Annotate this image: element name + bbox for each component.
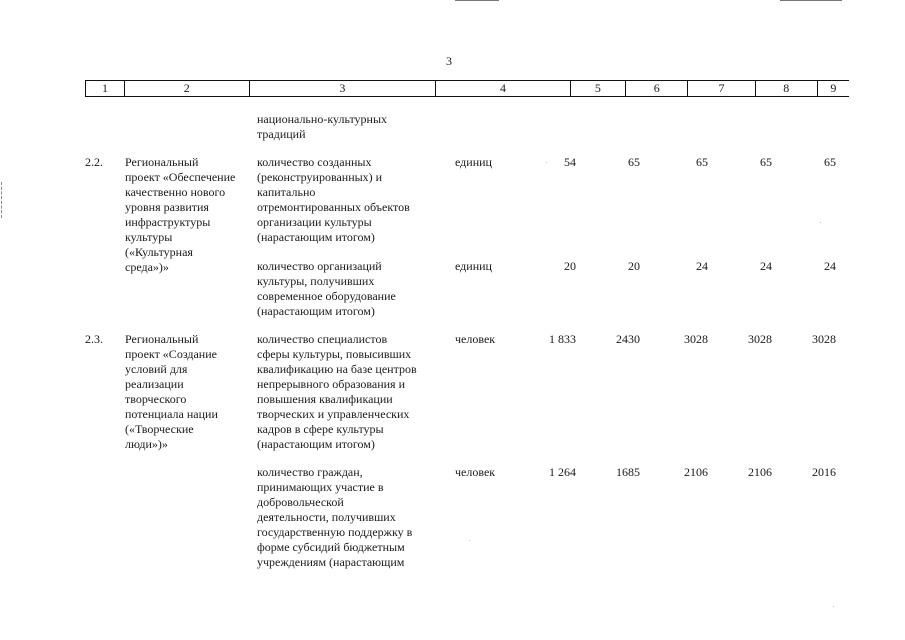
scan-speck bbox=[546, 162, 547, 163]
indicator-name: количество организаций культуры, получивших современное оборудование (нарастающим итогом) bbox=[257, 259, 396, 318]
row-number: 2.2. bbox=[85, 155, 103, 169]
value-col-9: 2016 bbox=[812, 465, 836, 479]
row-number: 2.3. bbox=[85, 332, 103, 346]
indicator-unit: человек bbox=[455, 465, 496, 479]
header-col-8: 8 bbox=[756, 81, 818, 96]
header-col-5: 5 bbox=[571, 81, 626, 96]
project-name: Региональный проект «Обеспечение качественно нового уровня развития инфраструктуры культуры («Культурная среда»)» bbox=[125, 155, 236, 274]
indicator-unit: единиц bbox=[455, 155, 492, 169]
value-col-9: 3028 bbox=[812, 332, 836, 346]
value-col-6: 1685 bbox=[616, 465, 640, 479]
value-col-5: 1 833 bbox=[549, 332, 576, 346]
scan-speck bbox=[469, 540, 470, 541]
value-col-9: 24 bbox=[824, 259, 836, 273]
header-col-3: 3 bbox=[250, 81, 437, 96]
value-col-6: 20 bbox=[628, 259, 640, 273]
value-col-7: 2106 bbox=[684, 465, 708, 479]
page-number: 3 bbox=[446, 54, 452, 68]
value-col-9: 65 bbox=[824, 155, 836, 169]
value-col-8: 24 bbox=[760, 259, 772, 273]
indicator-name-continuation: национально-культурных традиций bbox=[257, 112, 388, 141]
header-col-1: 1 bbox=[86, 81, 125, 96]
scan-speck bbox=[833, 606, 834, 607]
value-col-7: 65 bbox=[696, 155, 708, 169]
scan-speck bbox=[820, 222, 821, 223]
project-name: Региональный проект «Создание условий для реализации творческого потенциала нации («Творческие люди»)» bbox=[125, 332, 218, 451]
value-col-6: 65 bbox=[628, 155, 640, 169]
indicator-name: количество специалистов сферы культуры, повысивших квалификацию на базе центров непрерывного образования и повышения квалификации творческих и управленческих кадров в сфере культуры (нарастающим итогом) bbox=[257, 332, 417, 451]
value-col-5: 1 264 bbox=[549, 465, 576, 479]
value-col-8: 3028 bbox=[748, 332, 772, 346]
header-col-6: 6 bbox=[626, 81, 688, 96]
indicator-unit: единиц bbox=[455, 259, 492, 273]
scan-margin-marks bbox=[1, 182, 4, 218]
header-col-4: 4 bbox=[436, 81, 570, 96]
scan-edge-line bbox=[780, 0, 842, 1]
indicator-name: количество граждан, принимающих участие в добровольческой деятельности, получивших государственную поддержку в форме субсидий бюджетным учреждениям (нарастающим bbox=[257, 465, 413, 569]
indicator-name: количество созданных (реконструированных) и капитально отремонтированных объектов организации культуры (нарастающим итогом) bbox=[257, 155, 410, 244]
value-col-6: 2430 bbox=[616, 332, 640, 346]
table-header-row bbox=[85, 80, 849, 97]
value-col-7: 3028 bbox=[684, 332, 708, 346]
header-col-9: 9 bbox=[830, 81, 837, 95]
value-col-8: 65 bbox=[760, 155, 772, 169]
value-col-8: 2106 bbox=[748, 465, 772, 479]
header-col-7: 7 bbox=[688, 81, 755, 96]
value-col-7: 24 bbox=[696, 259, 708, 273]
value-col-5: 20 bbox=[564, 259, 576, 273]
header-col-2: 2 bbox=[125, 81, 250, 96]
indicator-unit: человек bbox=[455, 332, 496, 346]
value-col-5: 54 bbox=[564, 155, 576, 169]
scan-edge-line bbox=[455, 0, 499, 1]
